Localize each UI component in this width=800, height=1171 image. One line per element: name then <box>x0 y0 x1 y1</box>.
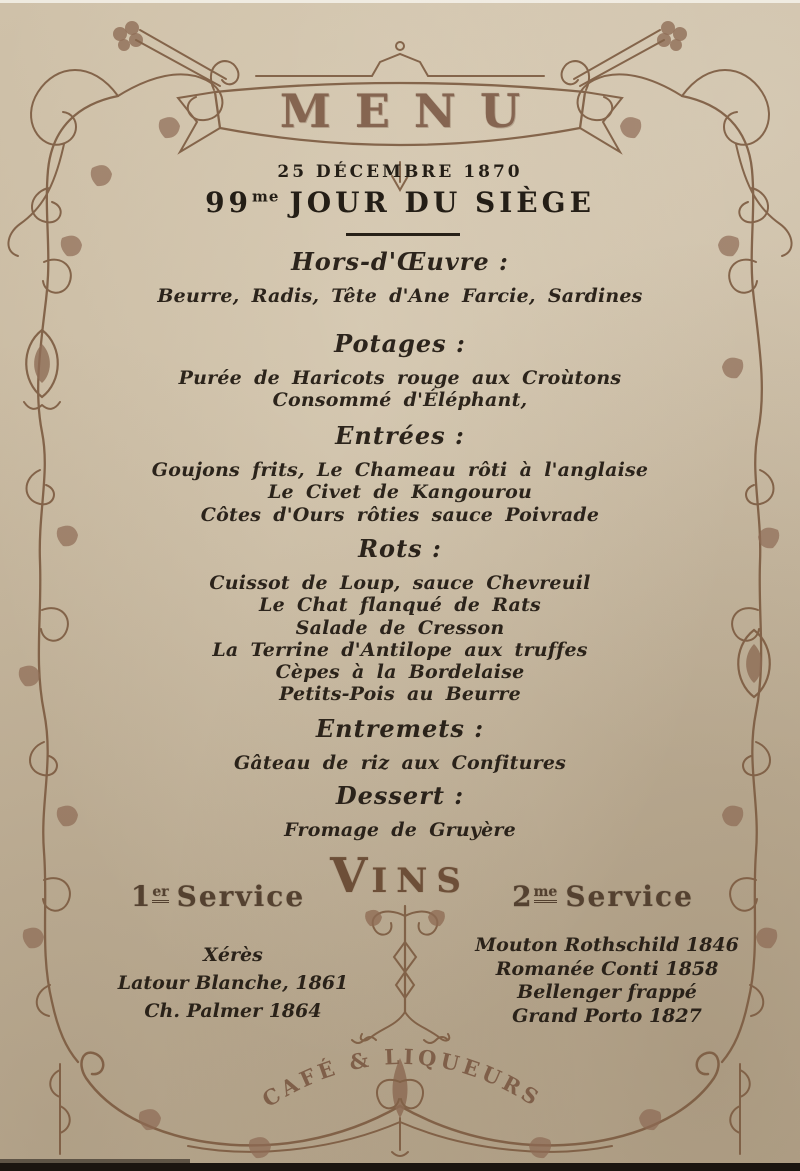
service-number: 2 <box>512 880 534 913</box>
cafe-liqueurs-label: CAFÉ & LIQUEURS <box>257 1043 547 1112</box>
date-line: 25 DÉCEMBRE 1870 <box>277 162 523 182</box>
wine-item: Bellenger frappé <box>517 981 697 1003</box>
vins-rest: INS <box>371 861 470 901</box>
menu-item: La Terrine d'Antilope aux truffes <box>212 638 588 661</box>
menu-item: Fromage de Gruyère <box>284 819 516 841</box>
section-heading: Potages : <box>334 329 466 358</box>
menu-item: Beurre, Radis, Tête d'Ane Farcie, Sardines <box>157 285 643 307</box>
menu-item: Cuissot de Loup, sauce Chevreuil <box>209 572 591 594</box>
menu-item: Goujons frits, Le Chameau rôti à l'anglaise <box>151 459 649 481</box>
title-rule <box>346 233 460 236</box>
section-potages <box>0 329 800 412</box>
service-word: Service <box>176 880 306 913</box>
wine-item: Romanée Conti 1858 <box>495 957 719 980</box>
section-heading: Rots : <box>358 534 442 563</box>
second-service-label <box>498 880 708 913</box>
section-dessert <box>0 781 800 841</box>
wine-item: Latour Blanche, 1861 <box>117 972 349 994</box>
section-heading: Entrées : <box>335 421 465 450</box>
section-entrees <box>0 421 800 526</box>
wine-item: Mouton Rothschild 1846 <box>475 934 739 956</box>
service-number: 1 <box>130 880 153 913</box>
first-service-label <box>118 880 318 913</box>
menu-item: Le Chat flanqué de Rats <box>259 594 541 617</box>
service-word: Service <box>565 880 694 913</box>
siege-text: JOUR DU SIÈGE <box>289 186 595 219</box>
section-heading: Dessert : <box>335 781 465 810</box>
menu-item: Salade de Cresson <box>295 616 505 639</box>
siege-ordinal: me <box>252 187 280 206</box>
first-service-wine-list <box>88 941 378 1025</box>
menu-banner-title: MENU <box>279 84 545 138</box>
menu-item: Le Civet de Kangourou <box>268 481 532 504</box>
second-service-wine-list <box>452 934 762 1028</box>
section-heading: Entremets : <box>315 714 485 743</box>
section-heading: Hors-d'Œuvre : <box>291 247 509 276</box>
wine-item: Ch. Palmer 1864 <box>144 1000 322 1022</box>
service-ordinal: er <box>152 884 168 903</box>
wine-item: Xérès <box>203 944 263 966</box>
section-entremets <box>0 714 800 774</box>
menu-item: Purée de Haricots rouge aux Croùtons <box>178 367 622 389</box>
menu-item: Gâteau de riz aux Confitures <box>233 752 567 774</box>
siege-line <box>0 186 800 219</box>
menu-item: Petits-Pois au Beurre <box>279 683 521 706</box>
wine-item: Grand Porto 1827 <box>512 1004 702 1027</box>
vins-initial: V <box>330 848 372 904</box>
menu-item: Côtes d'Ours rôties sauce Poivrade <box>200 503 600 526</box>
section-rots <box>0 534 800 706</box>
service-ordinal: me <box>534 884 558 903</box>
siege-number: 99 <box>205 186 253 219</box>
section-hors-doeuvre <box>0 247 800 307</box>
menu-item: Consommé d'Éléphant, <box>272 389 528 412</box>
menu-item: Cèpes à la Bordelaise <box>275 661 525 684</box>
